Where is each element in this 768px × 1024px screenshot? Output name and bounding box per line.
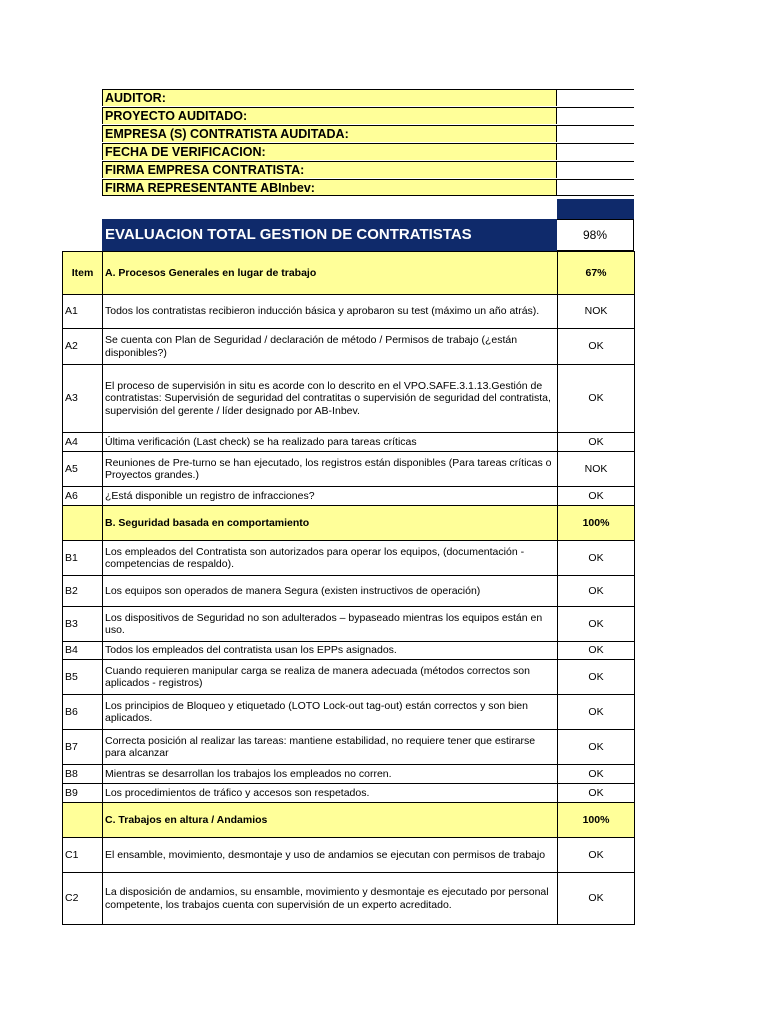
item-result[interactable]: OK — [558, 329, 635, 365]
header-row-company — [102, 125, 634, 143]
item-text: Los principios de Bloqueo y etiquetado (LOTO Lock-out tag-out) están correctos y son bien aplicados. — [103, 695, 558, 730]
auditor-value[interactable] — [557, 89, 634, 106]
item-id: B4 — [63, 642, 103, 660]
table-row — [63, 784, 635, 803]
item-text: Los empleados del Contratista son autorizados para operar los equipos, (documentación -competencias de respaldo). — [103, 541, 558, 576]
item-id: B7 — [63, 730, 103, 765]
total-score: 98% — [557, 219, 634, 251]
item-result[interactable]: OK — [558, 541, 635, 576]
table-row — [63, 695, 635, 730]
item-id: C2 — [63, 873, 103, 925]
table-row — [63, 541, 635, 576]
item-text: Los dispositivos de Seguridad no son adulterados – bypaseado mientras los equipos están en uso. — [103, 607, 558, 642]
table-row — [63, 607, 635, 642]
item-id: B5 — [63, 660, 103, 695]
item-text: Mientras se desarrollan los trabajos los empleados no corren. — [103, 765, 558, 784]
item-result[interactable]: OK — [558, 660, 635, 695]
item-result[interactable]: OK — [558, 873, 635, 925]
table-row — [63, 487, 635, 506]
item-id: C1 — [63, 838, 103, 873]
item-result[interactable]: OK — [558, 838, 635, 873]
item-text: Última verificación (Last check) se ha realizado para tareas críticas — [103, 433, 558, 452]
contractor-signature-value[interactable] — [557, 161, 634, 178]
item-text: El proceso de supervisión in situ es acorde con lo descrito en el VPO.SAFE.3.1.13.Gestión de contratistas: Supervisión de seguridad del contratitas o supervisión de seguridad del contratista, supervisión del gerente / líder designado por AB-Inbev. — [103, 365, 558, 433]
item-text: Todos los contratistas recibieron inducción básica y aprobaron su test (máximo un año atrás). — [103, 295, 558, 329]
item-result[interactable]: OK — [558, 642, 635, 660]
date-label: FECHA DE VERIFICACION: — [102, 143, 557, 160]
item-result[interactable]: OK — [558, 784, 635, 803]
item-id — [63, 506, 103, 541]
section-score: 67% — [558, 252, 635, 295]
item-id: A4 — [63, 433, 103, 452]
date-value[interactable] — [557, 143, 634, 160]
table-row — [63, 642, 635, 660]
evaluation-title-row — [102, 219, 634, 251]
section-score: 100% — [558, 506, 635, 541]
item-result[interactable]: OK — [558, 433, 635, 452]
item-id: B1 — [63, 541, 103, 576]
table-row — [63, 660, 635, 695]
abinbev-signature-label: FIRMA REPRESENTANTE ABInbev: — [102, 179, 557, 196]
company-label: EMPRESA (S) CONTRATISTA AUDITADA: — [102, 125, 557, 142]
item-text: Se cuenta con Plan de Seguridad / declaración de método / Permisos de trabajo (¿están disponibles?) — [103, 329, 558, 365]
item-result[interactable]: NOK — [558, 452, 635, 487]
auditor-label: AUDITOR: — [102, 89, 557, 106]
item-id: B9 — [63, 784, 103, 803]
table-row — [63, 873, 635, 925]
item-text: Los procedimientos de tráfico y accesos son respetados. — [103, 784, 558, 803]
section-label: B. Seguridad basada en comportamiento — [103, 506, 558, 541]
section-row-a — [63, 252, 635, 295]
table-row — [63, 765, 635, 784]
table-row — [63, 730, 635, 765]
table-row — [63, 838, 635, 873]
evaluation-title: EVALUACION TOTAL GESTION DE CONTRATISTAS — [102, 219, 557, 251]
header-row-abinbev-signature — [102, 179, 634, 197]
item-id: B2 — [63, 576, 103, 607]
item-result[interactable]: OK — [558, 730, 635, 765]
item-id: A2 — [63, 329, 103, 365]
header-row-date — [102, 143, 634, 161]
header-fields — [102, 89, 634, 197]
item-text: ¿Está disponible un registro de infracciones? — [103, 487, 558, 506]
section-label: C. Trabajos en altura / Andamios — [103, 803, 558, 838]
table-row — [63, 295, 635, 329]
item-text: Cuando requieren manipular carga se realiza de manera adecuada (métodos correctos son aplicados - registros) — [103, 660, 558, 695]
item-result[interactable]: OK — [558, 695, 635, 730]
project-value[interactable] — [557, 107, 634, 124]
header-row-auditor — [102, 89, 634, 107]
item-result[interactable]: OK — [558, 487, 635, 506]
table-row — [63, 576, 635, 607]
item-text: Correcta posición al realizar las tareas: mantiene estabilidad, no requiere tener que estirarse para alcanzar — [103, 730, 558, 765]
company-value[interactable] — [557, 125, 634, 142]
item-id: A5 — [63, 452, 103, 487]
item-id: A1 — [63, 295, 103, 329]
item-id: B8 — [63, 765, 103, 784]
item-result[interactable]: OK — [558, 765, 635, 784]
project-label: PROYECTO AUDITADO: — [102, 107, 557, 124]
item-id: A3 — [63, 365, 103, 433]
item-text: La disposición de andamios, su ensamble, movimiento y desmontaje es ejecutado por personal competente, los trabajos cuenta con supervisión de un experto acreditado. — [103, 873, 558, 925]
table-row — [63, 433, 635, 452]
contractor-signature-label: FIRMA EMPRESA CONTRATISTA: — [102, 161, 557, 178]
header-row-contractor-signature — [102, 161, 634, 179]
header-row-project — [102, 107, 634, 125]
item-result[interactable]: NOK — [558, 295, 635, 329]
item-text: El ensamble, movimiento, desmontaje y uso de andamios se ejecutan con permisos de trabajo — [103, 838, 558, 873]
item-text: Los equipos son operados de manera Segura (existen instructivos de operación) — [103, 576, 558, 607]
item-id: B6 — [63, 695, 103, 730]
abinbev-signature-value[interactable] — [557, 179, 634, 196]
section-row-b — [63, 506, 635, 541]
item-text: Todos los empleados del contratista usan los EPPs asignados. — [103, 642, 558, 660]
table-row — [63, 329, 635, 365]
section-score: 100% — [558, 803, 635, 838]
section-label: A. Procesos Generales en lugar de trabajo — [103, 252, 558, 295]
item-text: Reuniones de Pre-turno se han ejecutado, los registros están disponibles (Para tareas críticas o Proyectos grandes.) — [103, 452, 558, 487]
item-column-header: Item — [63, 252, 103, 295]
score-header-cell — [557, 199, 634, 219]
item-id: B3 — [63, 607, 103, 642]
item-result[interactable]: OK — [558, 365, 635, 433]
item-result[interactable]: OK — [558, 576, 635, 607]
item-result[interactable]: OK — [558, 607, 635, 642]
item-id: A6 — [63, 487, 103, 506]
checklist-table — [62, 251, 635, 925]
table-row — [63, 452, 635, 487]
section-row-c — [63, 803, 635, 838]
item-id — [63, 803, 103, 838]
table-row — [63, 365, 635, 433]
